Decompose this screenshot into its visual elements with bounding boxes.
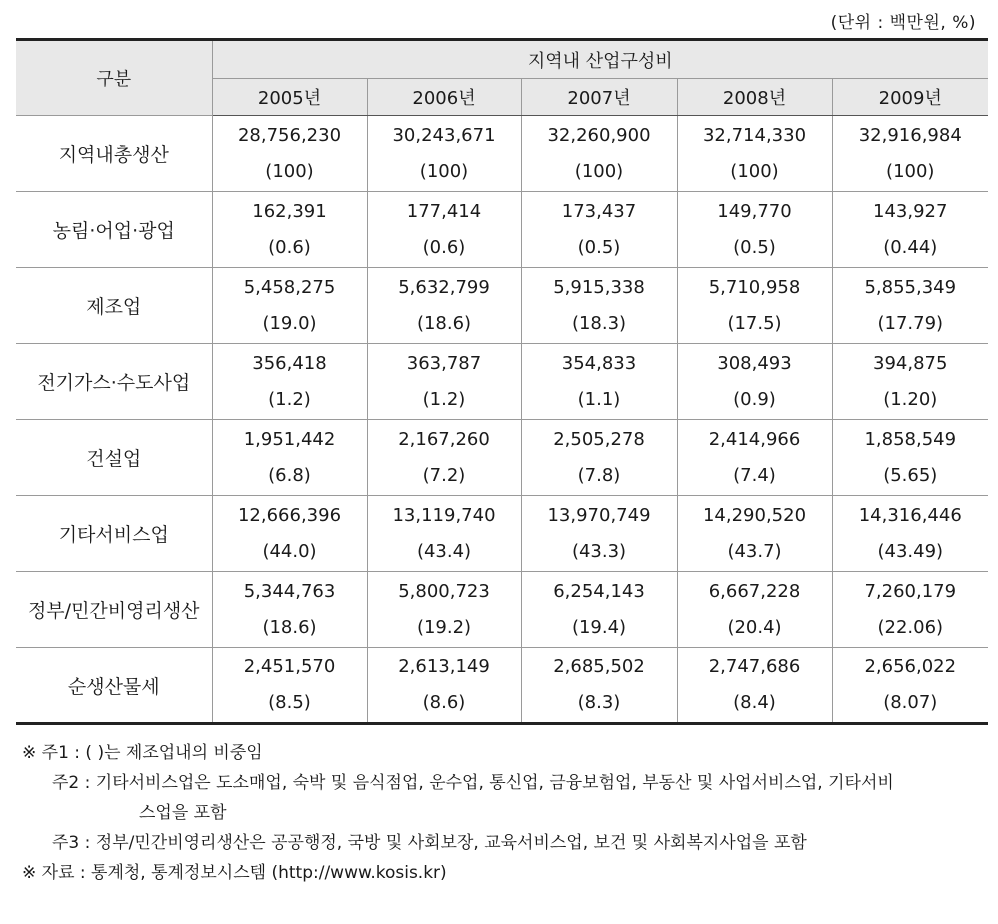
table-cell: [212, 116, 367, 192]
cell-value: 2,613,149: [398, 656, 490, 677]
cell-value: 12,666,396: [237, 504, 342, 526]
cell-value: 2,505,278: [553, 428, 645, 450]
table-cell: [832, 648, 988, 724]
cell-share: (0.6): [268, 236, 311, 258]
cell-share: (7.8): [577, 464, 621, 486]
cell-share: (8.3): [577, 692, 621, 713]
table-cell: [832, 344, 988, 420]
header-year: 2006년: [367, 79, 521, 116]
table-cell: [832, 268, 988, 344]
header-year: 2005년: [212, 79, 367, 116]
cell-value: 354,833: [561, 352, 637, 374]
cell-share: (6.8): [268, 464, 311, 486]
table-cell: [212, 648, 367, 724]
table-cell: [367, 420, 521, 496]
cell-share: (0.6): [422, 236, 466, 258]
cell-value: 149,770: [717, 200, 792, 222]
cell-share: (17.5): [727, 312, 782, 334]
cell-share: (8.4): [733, 692, 776, 713]
table-cell: [832, 116, 988, 192]
table-cell: [212, 192, 367, 268]
table-cell: [677, 344, 832, 420]
cell-value: 5,800,723: [398, 580, 490, 602]
cell-share: (1.2): [422, 388, 466, 410]
table-cell: [367, 192, 521, 268]
cell-value: 1,858,549: [864, 428, 957, 450]
cell-value: 173,437: [561, 200, 637, 222]
cell-share: (100): [265, 160, 314, 182]
cell-value: 5,344,763: [243, 580, 336, 602]
header-year: 2007년: [521, 79, 677, 116]
table-row: [16, 648, 988, 724]
cell-value: 32,714,330: [702, 124, 807, 146]
header-category: 구분: [16, 40, 212, 116]
cell-value: 2,656,022: [864, 656, 957, 677]
cell-value: 13,119,740: [392, 504, 496, 526]
cell-value: 2,414,966: [708, 428, 801, 450]
cell-share: (19.0): [262, 312, 317, 334]
table-cell: [212, 268, 367, 344]
table-cell: [367, 496, 521, 572]
cell-value: 177,414: [406, 200, 482, 222]
cell-value: 14,316,446: [858, 504, 962, 526]
cell-value: 5,710,958: [708, 276, 801, 298]
note-1: ※ 주1 : ( )는 제조업내의 비중임: [22, 743, 263, 763]
table-cell: [521, 648, 677, 724]
cell-value: 5,915,338: [553, 276, 645, 298]
table-cell: [212, 572, 367, 648]
table-cell: [212, 344, 367, 420]
cell-value: 30,243,671: [392, 124, 496, 146]
header-year: 2008년: [677, 79, 832, 116]
row-label: 정부/민간비영리생산: [16, 572, 212, 648]
row-label: 지역내총생산: [16, 116, 212, 192]
cell-share: (100): [886, 160, 935, 182]
table-cell: [521, 496, 677, 572]
cell-share: (100): [730, 160, 779, 182]
unit-label: (단위 : 백만원, %): [830, 13, 976, 33]
cell-value: 308,493: [717, 352, 792, 374]
table-cell: [367, 344, 521, 420]
cell-value: 14,290,520: [702, 504, 807, 526]
cell-share: (1.20): [883, 388, 938, 410]
table-row: [16, 496, 988, 572]
header-group: 지역내 산업구성비: [212, 40, 988, 79]
table-row: [16, 192, 988, 268]
cell-share: (0.44): [883, 236, 938, 258]
cell-share: (1.2): [268, 388, 311, 410]
table-cell: [832, 420, 988, 496]
cell-value: 6,667,228: [708, 580, 801, 602]
cell-share: (18.3): [571, 312, 627, 334]
cell-share: (5.65): [883, 464, 938, 486]
table-cell: [521, 572, 677, 648]
cell-value: 394,875: [873, 352, 948, 374]
table-cell: [367, 268, 521, 344]
cell-value: 143,927: [873, 200, 948, 222]
cell-share: (7.2): [422, 464, 466, 486]
table-cell: [521, 344, 677, 420]
cell-share: (19.4): [571, 616, 627, 638]
cell-value: 13,970,749: [547, 504, 651, 526]
cell-value: 32,916,984: [858, 124, 962, 146]
table-row: [16, 116, 988, 192]
cell-value: 5,632,799: [398, 276, 490, 298]
cell-share: (17.79): [877, 312, 944, 334]
cell-value: 5,458,275: [243, 276, 336, 298]
cell-value: 162,391: [252, 200, 327, 222]
cell-share: (43.3): [571, 540, 627, 562]
cell-value: 2,685,502: [553, 656, 645, 677]
table-cell: [677, 420, 832, 496]
industry-composition-table: [16, 38, 988, 725]
table-row: [16, 420, 988, 496]
note-2: 주2 : 기타서비스업은 도소매업, 숙박 및 음식점업, 운수업, 통신업, 금융보험업, 부동산 및 사업서비스업, 기타서비: [52, 773, 894, 793]
row-label: 전기가스·수도사업: [16, 344, 212, 420]
table-cell: [677, 496, 832, 572]
cell-share: (18.6): [416, 312, 472, 334]
table-cell: [832, 572, 988, 648]
table-cell: [677, 648, 832, 724]
cell-value: 5,855,349: [864, 276, 957, 298]
header-year: 2009년: [832, 79, 988, 116]
cell-value: 2,747,686: [708, 656, 801, 677]
cell-share: (0.5): [577, 236, 621, 258]
table-cell: [521, 420, 677, 496]
cell-share: (43.4): [416, 540, 472, 562]
cell-share: (100): [419, 160, 469, 182]
cell-share: (8.07): [883, 692, 938, 713]
cell-value: 2,451,570: [243, 656, 336, 677]
table-cell: [367, 648, 521, 724]
row-label: 건설업: [16, 420, 212, 496]
table-row: [16, 344, 988, 420]
cell-value: 7,260,179: [864, 580, 957, 602]
cell-value: 356,418: [252, 352, 327, 374]
table-cell: [677, 192, 832, 268]
cell-share: (19.2): [416, 616, 472, 638]
table-cell: [677, 268, 832, 344]
cell-share: (100): [574, 160, 624, 182]
row-label: 제조업: [16, 268, 212, 344]
table-cell: [677, 572, 832, 648]
table-cell: [832, 496, 988, 572]
cell-share: (1.1): [577, 388, 621, 410]
cell-value: 28,756,230: [237, 124, 342, 146]
cell-value: 2,167,260: [398, 428, 490, 450]
note-3: 주3 : 정부/민간비영리생산은 공공행정, 국방 및 사회보장, 교육서비스업, 보건 및 사회복지사업을 포함: [52, 833, 807, 853]
cell-share: (22.06): [877, 616, 944, 638]
cell-share: (44.0): [262, 540, 317, 562]
source-note: ※ 자료 : 통계청, 통계정보시스템 (http://www.kosis.kr): [22, 863, 447, 883]
table-cell: [212, 496, 367, 572]
table-row: [16, 572, 988, 648]
cell-share: (18.6): [262, 616, 317, 638]
cell-value: 32,260,900: [547, 124, 651, 146]
cell-share: (7.4): [733, 464, 776, 486]
cell-value: 6,254,143: [553, 580, 645, 602]
table-cell: [521, 268, 677, 344]
cell-share: (8.5): [268, 692, 311, 713]
cell-share: (0.5): [733, 236, 776, 258]
notes: [22, 738, 982, 888]
row-label: 순생산물세: [16, 648, 212, 724]
table-row: [16, 268, 988, 344]
table-cell: [212, 420, 367, 496]
table-cell: [677, 116, 832, 192]
table-cell: [367, 116, 521, 192]
cell-share: (20.4): [727, 616, 782, 638]
table-cell: [832, 192, 988, 268]
table-cell: [367, 572, 521, 648]
cell-share: (43.49): [877, 540, 944, 562]
cell-value: 363,787: [406, 352, 482, 374]
row-label: 기타서비스업: [16, 496, 212, 572]
row-label: 농림·어업·광업: [16, 192, 212, 268]
table-cell: [521, 116, 677, 192]
cell-share: (43.7): [727, 540, 782, 562]
cell-share: (8.6): [422, 692, 466, 713]
cell-share: (0.9): [733, 388, 776, 410]
cell-value: 1,951,442: [243, 428, 336, 450]
table-cell: [521, 192, 677, 268]
note-2-continued: 스업을 포함: [139, 803, 227, 823]
